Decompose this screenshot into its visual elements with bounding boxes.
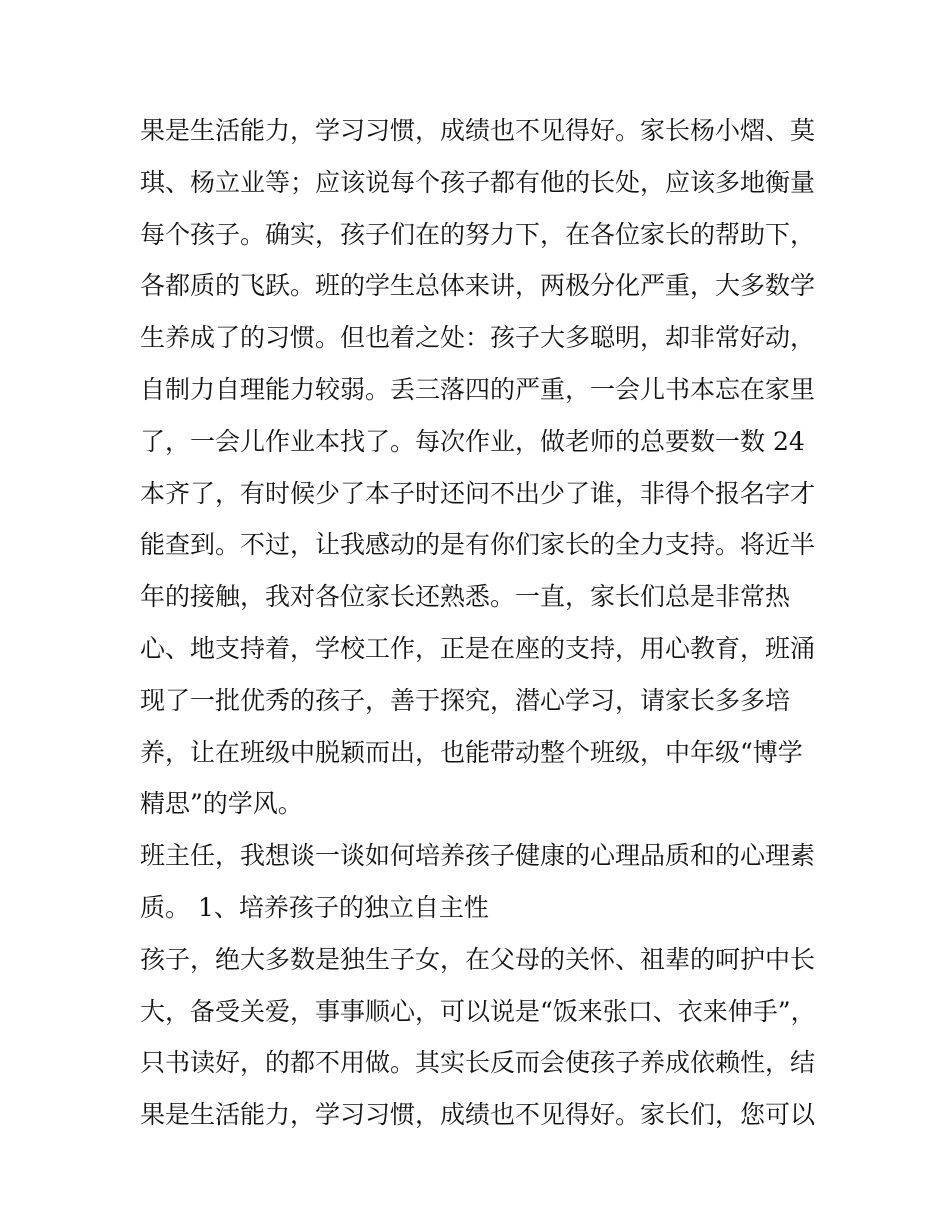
text-line-9: 能查到。不过，让我感动的是有你们家长的全力支持。将近半	[140, 530, 816, 560]
text-line-11: 心、地支持着，学校工作，正是在座的支持，用心教育，班涌	[140, 633, 816, 663]
text-line-7: 了，一会儿作业本找了。每次作业，做老师的总要数一数 24	[140, 426, 805, 456]
text-line-16: 质。 1、培养孩子的独立自主性	[140, 892, 489, 922]
text-line-6: 自制力自理能力较弱。丢三落四的严重，一会儿书本忘在家里	[140, 374, 816, 404]
text-line-18: 大，备受关爱，事事顺心，可以说是“饭来张口、衣来伸手”，	[140, 996, 816, 1026]
text-line-15: 班主任，我想谈一谈如何培养孩子健康的心理品质和的心理素	[140, 841, 816, 871]
text-line-12: 现了一批优秀的孩子，善于探究，潜心学习，请家长多多培	[140, 685, 791, 715]
text-line-13: 养，让在班级中脱颖而出，也能带动整个班级，中年级“博学	[140, 737, 803, 767]
text-line-3: 每个孩子。确实，孩子们在的努力下，在各位家长的帮助下，	[140, 219, 816, 249]
text-line-1: 果是生活能力，学习习惯，成绩也不见得好。家长杨小熠、莫	[140, 116, 816, 145]
text-line-5: 生养成了的习惯。但也着之处：孩子大多聪明，却非常好动，	[140, 323, 816, 353]
text-line-20: 果是生活能力，学习习惯，成绩也不见得好。家长们，您可以	[140, 1100, 816, 1130]
text-line-17: 孩子，绝大多数是独生子女，在父母的关怀、祖辈的呵护中长	[140, 944, 816, 974]
text-line-8: 本齐了，有时候少了本子时还问不出少了谁，非得个报名字才	[140, 478, 816, 508]
text-line-14: 精思”的学风。	[140, 789, 303, 819]
text-line-19: 只书读好，的都不用做。其实长反而会使孩子养成依赖性，结	[140, 1048, 816, 1078]
text-line-4: 各都质的飞跃。班的学生总体来讲，两极分化严重，大多数学	[140, 271, 816, 301]
body-text	[140, 105, 820, 1141]
text-line-10: 年的接触，我对各位家长还熟悉。一直，家长们总是非常热	[140, 582, 791, 612]
text-line-2: 琪、杨立业等；应该说每个孩子都有他的长处，应该多地衡量	[140, 167, 816, 197]
